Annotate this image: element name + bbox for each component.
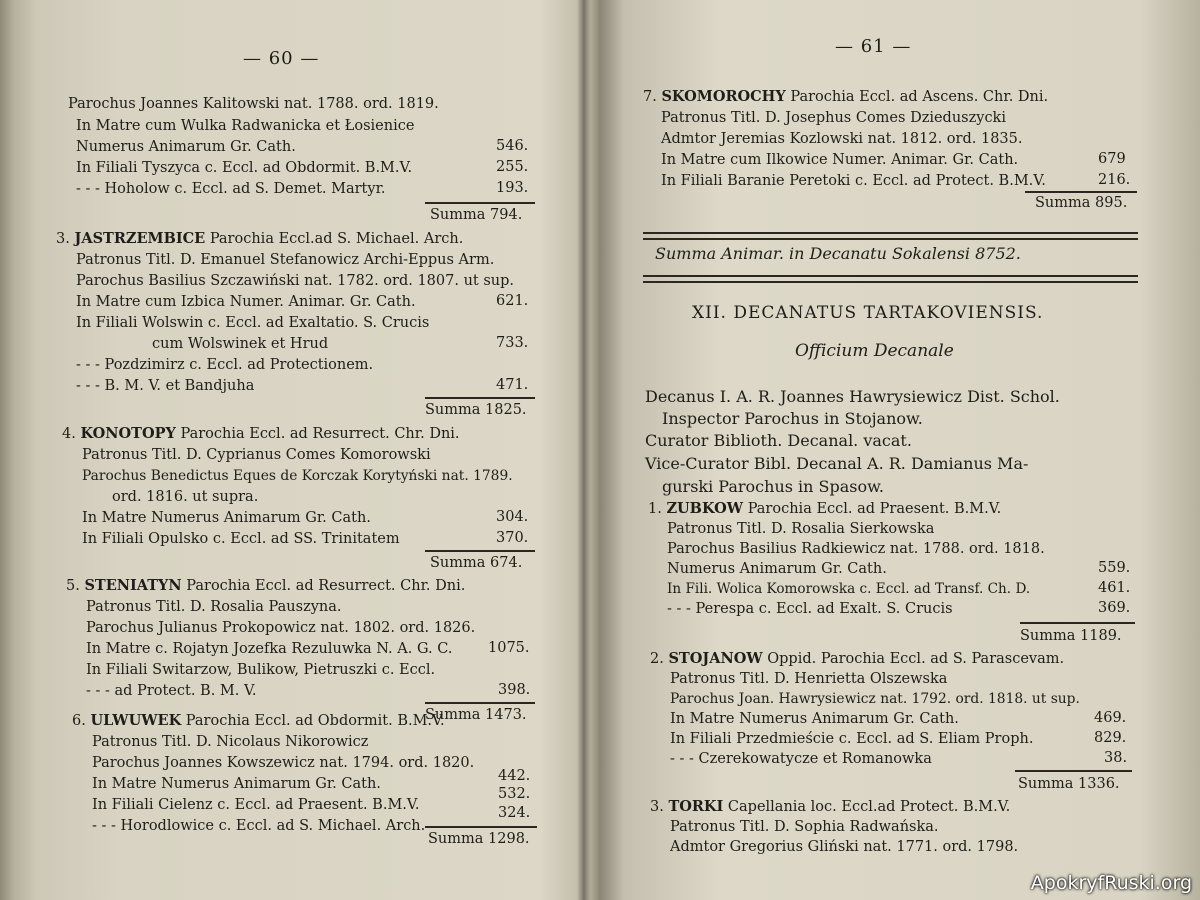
text-line: In Filiali Switarzow, Bulikow, Pietruszki c. Eccl. (86, 662, 436, 678)
count-value: 461. (1098, 580, 1131, 596)
entry-heading (643, 88, 1048, 106)
text-line: Admtor Jeremias Kozlowski nat. 1812. ord. 1835. (661, 131, 1023, 147)
count-value: 38. (1104, 750, 1128, 766)
book-spine (577, 0, 591, 900)
officium-line: Curator Biblioth. Decanal. vacat. (645, 431, 912, 450)
summa-total: Summa 794. (430, 207, 523, 223)
text-line: Numerus Animarum Gr. Cath. (76, 139, 296, 155)
text-line: In Matre c. Rojatyn Jozefka Rezuluwka N. A. G. C. (86, 641, 453, 657)
count-value: 621. (496, 293, 529, 309)
text-line: In Matre cum Wulka Radwanicka et Łosienice (76, 118, 415, 134)
section-title: XII. DECANATUS TARTAKOVIENSIS. (692, 303, 1044, 323)
parish-name: JASTRZEMBICE (74, 230, 206, 247)
text-line: - - - B. M. V. et Bandjuha (76, 378, 255, 394)
text-line: ord. 1816. ut supra. (112, 489, 259, 505)
text-line: Parochus Joannes Kalitowski nat. 1788. ord. 1819. (68, 96, 439, 112)
sum-rule (425, 702, 535, 704)
count-value: 471. (496, 377, 529, 393)
summa-total: Summa 1298. (428, 831, 530, 847)
text-line: - - - Horodlowice c. Eccl. ad S. Michael. Arch. (92, 818, 426, 834)
sum-rule (425, 202, 535, 204)
entry-heading (66, 577, 465, 595)
parish-dedication: Oppid. Parochia Eccl. ad S. Parascevam. (767, 651, 1065, 667)
sum-rule (1025, 191, 1137, 193)
summa-total: Summa 895. (1035, 195, 1128, 211)
count-value: 546. (496, 138, 529, 154)
officium-line: Decanus I. A. R. Joannes Hawrysiewicz Dist. Schol. (645, 387, 1060, 406)
text-line: Parochus Basilius Szczawiński nat. 1782. ord. 1807. ut sup. (76, 273, 515, 289)
entry-heading (56, 230, 463, 248)
parish-dedication: Capellania loc. Eccl.ad Protect. B.M.V. (727, 799, 1011, 815)
officium-line: gurski Parochus in Spasow. (662, 477, 885, 496)
parish-name: ULWUWEK (90, 712, 182, 729)
text-line: Parochus Joan. Hawrysiewicz nat. 1792. ord. 1818. ut sup. (670, 691, 1080, 707)
text-line: - - - ad Protect. B. M. V. (86, 683, 257, 699)
page-edge-shadow (0, 0, 36, 900)
entry-heading (62, 425, 460, 443)
double-rule (643, 232, 1138, 240)
entry-heading (650, 798, 1010, 816)
officium-line: Vice-Curator Bibl. Decanal A. R. Damianus Ma- (645, 454, 1029, 473)
count-value: 1075. (488, 640, 530, 656)
text-line: Patronus Titl. D. Rosalia Pauszyna. (86, 599, 342, 615)
text-line: Patronus Titl. D. Josephus Comes Dzieduszycki (661, 110, 1006, 126)
parish-name: TORKI (668, 798, 724, 815)
entry-heading (72, 712, 445, 730)
parish-dedication: Parochia Eccl.ad S. Michael. Arch. (209, 231, 464, 247)
text-line: Patronus Titl. D. Nicolaus Nikorowicz (92, 734, 369, 750)
count-value: 398. (498, 682, 531, 698)
parish-name: STENIATYN (84, 577, 182, 594)
parish-dedication: Parochia Eccl. ad Resurrect. Chr. Dni. (180, 426, 460, 442)
entry-heading (648, 500, 1001, 518)
count-value: 304. (496, 509, 529, 525)
entry-number: 2. (650, 651, 664, 667)
officium-heading: Officium Decanale (795, 341, 954, 361)
text-line: In Matre Numerus Animarum Gr. Cath. (92, 776, 381, 792)
text-line: In Matre Numerus Animarum Gr. Cath. (670, 711, 959, 727)
summa-total: Summa 1336. (1018, 776, 1120, 792)
double-rule (643, 275, 1138, 283)
text-line: In Filiali Wolswin c. Eccl. ad Exaltatio. S. Crucis (76, 315, 430, 331)
count-value: 679 (1098, 151, 1126, 167)
count-value: 370. (496, 530, 529, 546)
text-line: In Filiali Cielenz c. Eccl. ad Praesent. B.M.V. (92, 797, 420, 813)
entry-number: 7. (643, 89, 657, 105)
count-value: 255. (496, 159, 529, 175)
text-line: In Matre cum Ilkowice Numer. Animar. Gr. Cath. (661, 152, 1019, 168)
sum-rule (425, 550, 535, 552)
text-line: In Filiali Tyszyca c. Eccl. ad Obdormit. B.M.V. (76, 160, 413, 176)
text-line: In Matre cum Izbica Numer. Animar. Gr. Cath. (76, 294, 416, 310)
count-value: 442. (498, 768, 531, 784)
count-value: 532. (498, 786, 531, 802)
count-value: 324. (498, 805, 531, 821)
text-line: - - - Pozdzimirz c. Eccl. ad Protectionem. (76, 357, 374, 373)
count-value: 369. (1098, 600, 1131, 616)
text-line: - - - Perespa c. Eccl. ad Exalt. S. Crucis (667, 601, 953, 617)
summa-total: Summa 1473. (425, 707, 527, 723)
entry-number: 6. (72, 713, 86, 729)
text-line: In Filiali Przedmieście c. Eccl. ad S. Eliam Proph. (670, 731, 1034, 747)
text-line: Parochus Joannes Kowszewicz nat. 1794. ord. 1820. (92, 755, 475, 771)
text-line: Numerus Animarum Gr. Cath. (667, 561, 887, 577)
text-line: Patronus Titl. D. Emanuel Stefanowicz Archi-Eppus Arm. (76, 252, 495, 268)
parish-dedication: Parochia Eccl. ad Obdormit. B.M.V. (185, 713, 445, 729)
officium-line: Inspector Parochus in Stojanow. (662, 409, 923, 428)
count-value: 829. (1094, 730, 1127, 746)
entry-number: 3. (650, 799, 664, 815)
text-line: In Filiali Baranie Peretoki c. Eccl. ad Protect. B.M.V. (661, 173, 1046, 189)
entry-heading (650, 650, 1064, 668)
watermark: ApokryfRuski.org (1030, 872, 1192, 894)
sum-rule (1015, 770, 1132, 772)
entry-number: 3. (56, 231, 70, 247)
count-value: 469. (1094, 710, 1127, 726)
text-line: In Filiali Opulsko c. Eccl. ad SS. Trinitatem (82, 531, 400, 547)
parish-name: SKOMOROCHY (661, 88, 786, 105)
text-line: In Fili. Wolica Komorowska c. Eccl. ad Transf. Ch. D. (667, 581, 1031, 597)
text-line: Patronus Titl. D. Cyprianus Comes Komorowski (82, 447, 431, 463)
parish-dedication: Parochia Eccl. ad Ascens. Chr. Dni. (790, 89, 1049, 105)
count-value: 559. (1098, 560, 1131, 576)
page-number-left: — 60 — (243, 48, 320, 69)
summa-total: Summa 1189. (1020, 628, 1122, 644)
text-line: In Matre Numerus Animarum Gr. Cath. (82, 510, 371, 526)
text-line: Parochus Julianus Prokopowicz nat. 1802. ord. 1826. (86, 620, 476, 636)
parish-dedication: Parochia Eccl. ad Resurrect. Chr. Dni. (186, 578, 466, 594)
text-line: Patronus Titl. D. Sophia Radwańska. (670, 819, 939, 835)
entry-number: 5. (66, 578, 80, 594)
summa-total: Summa 674. (430, 555, 523, 571)
text-line: - - - Hoholow c. Eccl. ad S. Demet. Martyr. (76, 181, 386, 197)
text-line: Parochus Basilius Radkiewicz nat. 1788. ord. 1818. (667, 541, 1045, 557)
parish-name: STOJANOW (668, 650, 763, 667)
sum-rule (1020, 622, 1135, 624)
sum-rule (425, 397, 535, 399)
parish-dedication: Parochia Eccl. ad Praesent. B.M.V. (747, 501, 1002, 517)
text-line: Patronus Titl. D. Rosalia Sierkowska (667, 521, 935, 537)
count-value: 216. (1098, 172, 1131, 188)
entry-number: 4. (62, 426, 76, 442)
parish-name: ZUBKOW (666, 500, 744, 517)
text-line: Patronus Titl. D. Henrietta Olszewska (670, 671, 948, 687)
text-line: cum Wolswinek et Hrud (152, 336, 329, 352)
text-line: - - - Czerekowatycze et Romanowka (670, 751, 932, 767)
entry-number: 1. (648, 501, 662, 517)
summa-total: Summa 1825. (425, 402, 527, 418)
page-number-right: — 61 — (835, 36, 912, 57)
count-value: 193. (496, 180, 529, 196)
count-value: 733. (496, 335, 529, 351)
decanate-total: Summa Animar. in Decanatu Sokalensi 8752. (655, 244, 1021, 263)
text-line: Admtor Gregorius Gliński nat. 1771. ord. 1798. (670, 839, 1019, 855)
text-line: Parochus Benedictus Eques de Korczak Korytyński nat. 1789. (82, 468, 513, 484)
parish-name: KONOTOPY (80, 425, 176, 442)
sum-rule (425, 826, 537, 828)
